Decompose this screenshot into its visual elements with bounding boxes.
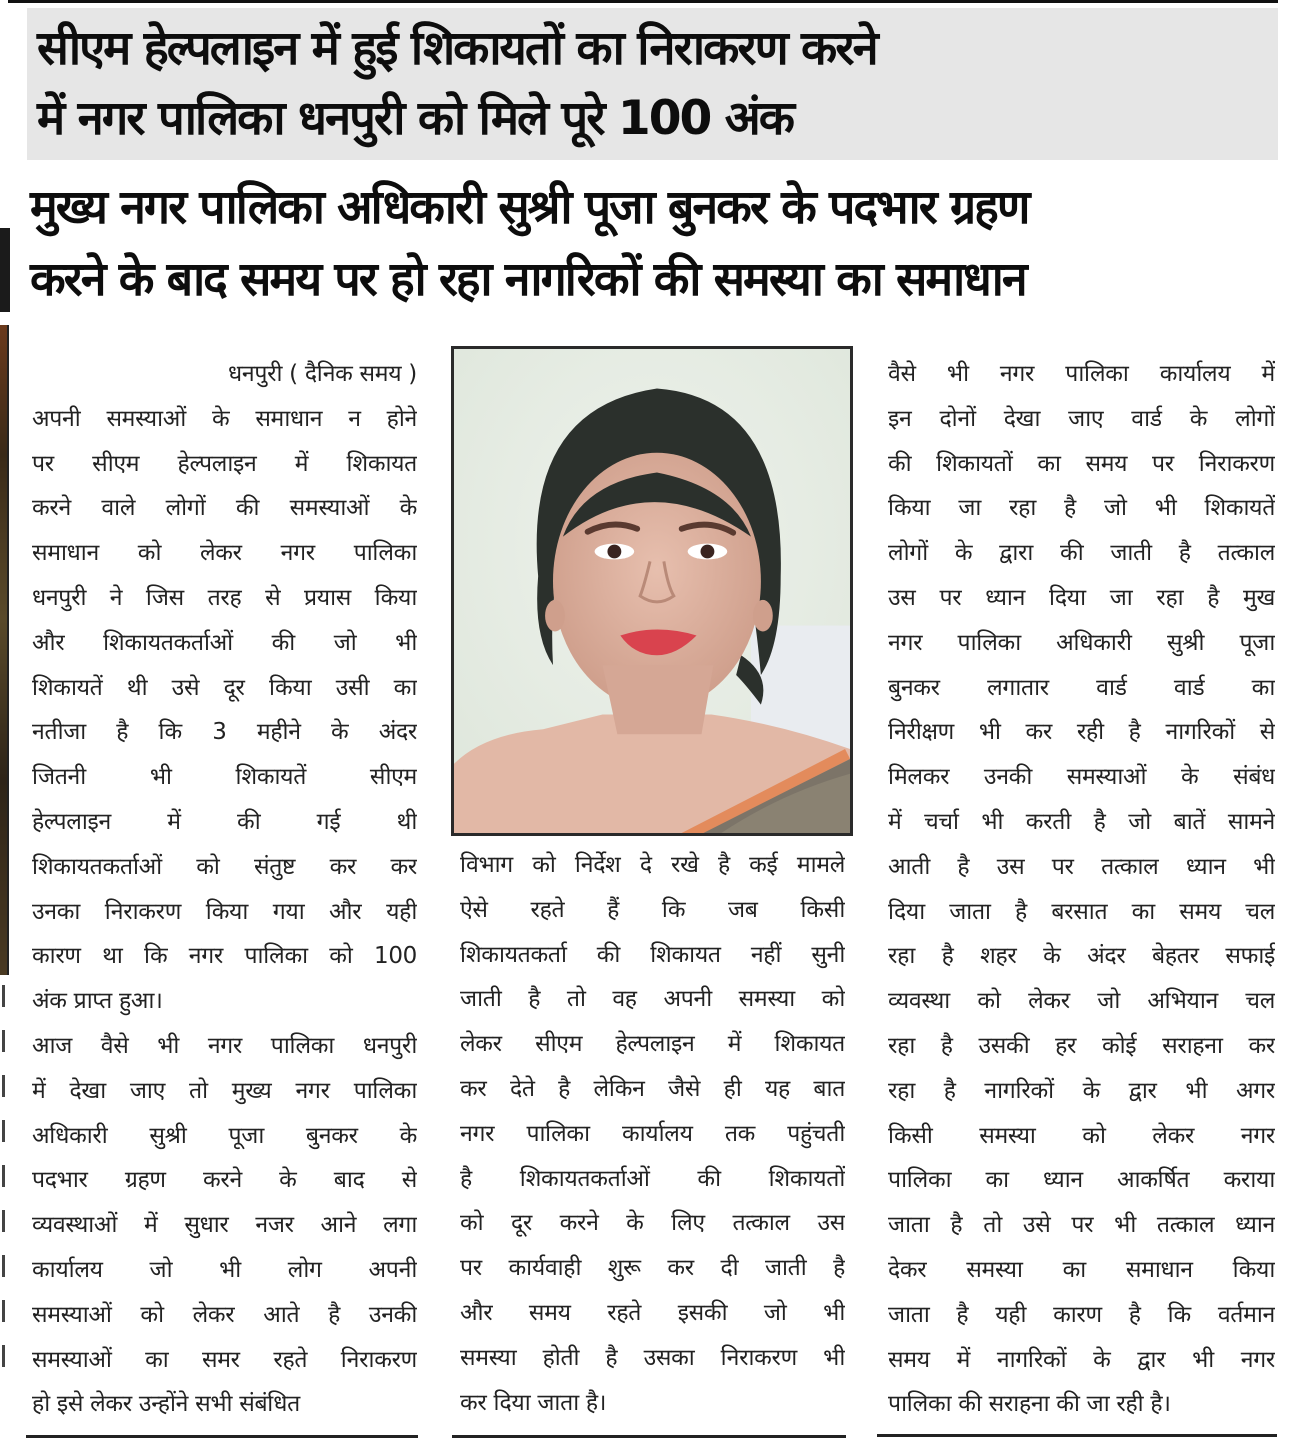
text-line: किया जा रहा है जो भी शिकायतें [888,495,1275,522]
text-line: पालिका का ध्यान आकर्षित कराया [888,1167,1275,1194]
subheadline [30,172,1280,316]
adjacent-photo-edge [0,325,9,975]
text-line: में चर्चा भी करती है जो बातें सामने [888,808,1275,835]
text-line: की शिकायतों का समय पर निराकरण [888,450,1275,477]
text-line: कर देते है लेकिन जैसे ही यह बात [460,1075,845,1102]
text-line: नतीजा है कि 3 महीने के अंदर [32,719,417,746]
column-right [888,352,1275,1427]
text-line: रहा है शहर के अंदर बेहतर सफाई [888,943,1275,970]
headline-line: में नगर पालिका धनपुरी को मिले पूरे 100 अंक [37,91,793,146]
text-line: जाती है तो वह अपनी समस्या को [460,986,845,1013]
text-line: करने वाले लोगों की समस्याओं के [32,495,417,522]
portrait-image [454,349,850,833]
text-line: किसी समस्या को लेकर नगर [888,1122,1275,1149]
text-line: रहा है नागरिकों के द्वार भी अगर [888,1077,1275,1104]
column-middle [460,843,845,1425]
text-line: उस पर ध्यान दिया जा रहा है मुख [888,584,1275,611]
text-line: आज वैसे भी नगर पालिका धनपुरी [32,1032,417,1059]
text-line: समस्या होती है उसका निराकरण भी [460,1344,845,1371]
text-line: समाधान को लेकर नगर पालिका [32,540,417,567]
text-line: अधिकारी सुश्री पूजा बुनकर के [32,1122,417,1149]
text-line: शिकायतकर्ता की शिकायत नहीं सुनी [460,941,845,968]
text-line: जाता है तो उसे पर भी तत्काल ध्यान [888,1212,1275,1239]
text-line: हेल्पलाइन में की गई थी [32,808,417,835]
subheadline-line: मुख्य नगर पालिका अधिकारी सुश्री पूजा बुनकर के पदभार ग्रहण [30,180,1029,235]
text-line: पर कार्यवाही शुरू कर दी जाती है [460,1255,845,1282]
column-left-body [32,397,417,1427]
bottom-rule [452,1435,846,1438]
column-left [32,352,417,1427]
text-line: जितनी भी शिकायतें सीएम [32,764,417,791]
text-line: कर दिया जाता है। [460,1389,607,1416]
text-line: इन दोनों देखा जाए वार्ड के लोगों [888,405,1275,432]
dateline: धनपुरी ( दैनिक समय ) [228,361,417,387]
text-line: देकर समस्या का समाधान किया [888,1256,1275,1283]
column-right-body [888,352,1275,1427]
top-rule [8,0,1278,3]
text-line: बुनकर लगातार वार्ड वार्ड का [888,674,1275,701]
text-line: में देखा जाए तो मुख्य नगर पालिका [32,1077,417,1104]
text-line: आती है उस पर तत्काल ध्यान भी [888,853,1275,880]
text-line: व्यवस्था को लेकर जो अभियान चल [888,988,1275,1015]
text-line: व्यवस्थाओं में सुधार नजर आने लगा [32,1212,417,1239]
text-line: जाता है यही कारण है कि वर्तमान [888,1301,1275,1328]
text-line: वैसे भी नगर पालिका कार्यालय में [888,361,1275,387]
text-line: समय में नागरिकों के द्वार भी नगर [888,1346,1275,1373]
text-line: समस्याओं को लेकर आते है उनकी [32,1301,417,1328]
text-line: अंक प्राप्त हुआ। [32,988,163,1015]
text-line: लोगों के द्वारा की जाती है तत्काल [888,540,1275,567]
text-line: और समय रहते इसकी जो भी [460,1299,845,1326]
text-line: रहा है उसकी हर कोई सराहना कर [888,1032,1275,1059]
headline-line: सीएम हेल्पलाइन में हुई शिकायतों का निराकरण करने [37,21,877,76]
text-line: और शिकायतकर्ताओं की जो भी [32,629,417,656]
bottom-rule [26,1435,418,1438]
text-line: विभाग को निर्देश दे रखे है कई मामले [460,852,845,878]
text-line: कार्यालय जो भी लोग अपनी [32,1256,417,1283]
text-line: पदभार ग्रहण करने के बाद से [32,1167,417,1194]
bottom-rule [877,1434,1277,1437]
text-line: नगर पालिका अधिकारी सुश्री पूजा [888,629,1275,656]
text-line: उनका निराकरण किया गया और यही [32,898,417,925]
text-line: ऐसे रहते हैं कि जब किसी [460,896,845,923]
text-line: को दूर करने के लिए तत्काल उस [460,1210,845,1237]
text-line: दिया जाता है बरसात का समय चल [888,898,1275,925]
text-line: मिलकर उनकी समस्याओं के संबंध [888,764,1275,791]
text-line: नगर पालिका कार्यालय तक पहुंचती [460,1120,845,1147]
adjacent-article-edge [0,228,10,312]
text-line: शिकायतकर्ताओं को संतुष्ट कर कर [32,853,417,880]
subheadline-line: करने के बाद समय पर हो रहा नागरिकों की समस्या का समाधान [30,252,1026,307]
text-line: कारण था कि नगर पालिका को 100 [32,943,417,970]
text-line: पर सीएम हेल्पलाइन में शिकायत [32,450,417,477]
text-line: धनपुरी ने जिस तरह से प्रयास किया [32,584,417,611]
adjacent-text-edge [0,985,8,1405]
text-line: समस्याओं का समर रहते निराकरण [32,1346,417,1373]
portrait-photo [451,346,853,836]
column-middle-body [460,843,845,1425]
text-line: निरीक्षण भी कर रही है नागरिकों से [888,719,1275,746]
text-line: शिकायतें थी उसे दूर किया उसी का [32,674,417,701]
headline [27,8,1278,160]
text-line: लेकर सीएम हेल्पलाइन में शिकायत [460,1031,845,1058]
text-line: पालिका की सराहना की जा रही है। [888,1391,1171,1418]
text-line: हो इसे लेकर उन्होंने सभी संबंधित [32,1391,300,1418]
text-line: है शिकायतकर्ताओं की शिकायतों [460,1165,845,1192]
text-line: अपनी समस्याओं के समाधान न होने [32,405,417,432]
